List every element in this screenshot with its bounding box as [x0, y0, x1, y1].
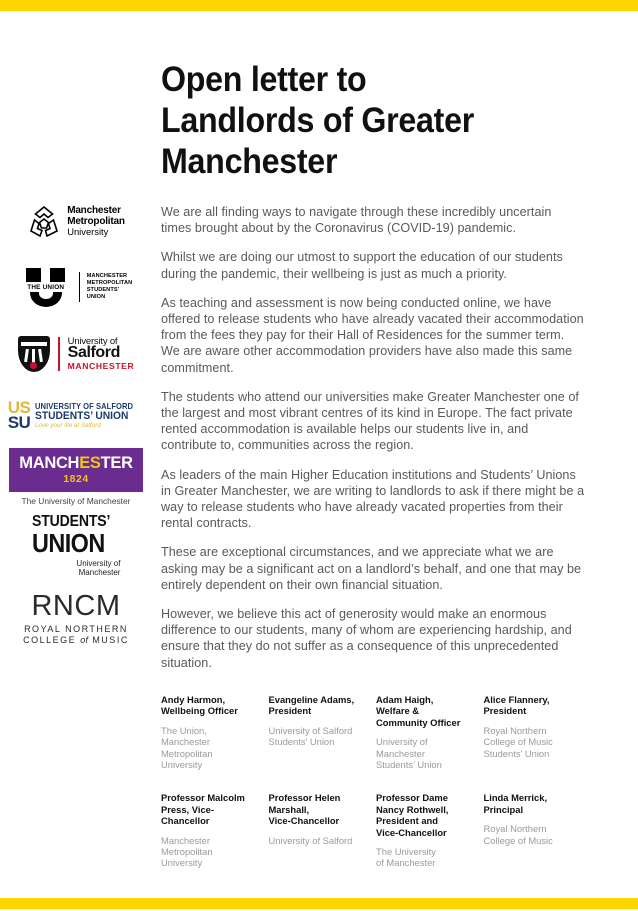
mmu-line-1: Manchester	[67, 205, 121, 217]
signatory-role: President and Vice-Chancellor	[376, 815, 447, 838]
signatory-name-text: Professor Helen Marshall,	[268, 792, 341, 815]
the-union-sub-3: STUDENTS’	[86, 287, 120, 293]
signatory-name	[484, 792, 582, 815]
signatory-role: Principal	[483, 803, 524, 815]
signatory-name-text: Alice Flannery,	[483, 694, 550, 705]
signatory	[484, 694, 592, 770]
the-union-sub-4: UNION	[86, 294, 106, 301]
logo-university-of-manchester	[0, 445, 152, 509]
mmu-recycle-mark-icon	[27, 205, 61, 239]
signatory	[161, 792, 269, 868]
uom-year: 1824	[63, 472, 89, 485]
uom-wordmark-pre: MANCH	[19, 454, 80, 473]
rncm-line-1: ROYAL NORTHERN	[24, 623, 128, 634]
signatory-name-text: Linda Merrick,	[483, 792, 548, 804]
bottom-accent-bar	[0, 898, 638, 909]
signatory-org: University of Manchester Students’ Union	[376, 736, 442, 771]
signatory	[484, 792, 592, 868]
letter-paragraph: Whilst we are doing our utmost to support the education of our students during the pandemic, their wellbeing is just as much a priority.	[161, 250, 563, 281]
rncm-line-2-pre: COLLEGE	[23, 635, 81, 645]
logo-university-of-salford	[0, 321, 152, 387]
uom-su-sub-1: University of	[76, 558, 121, 568]
ussu-line-2: STUDENTS’ UNION	[35, 409, 129, 422]
salford-shield-icon	[18, 336, 50, 372]
salford-divider	[58, 337, 60, 371]
mmu-line-3: University	[67, 226, 109, 238]
page-title-line-2: Landlords of Greater	[161, 101, 474, 140]
signatory	[269, 792, 377, 868]
letter-page	[0, 11, 638, 898]
signatory-name-text: Adam Haigh,	[376, 694, 434, 705]
signatory-role: Wellbeing Officer	[161, 705, 238, 717]
letter-paragraph: We are all finding ways to navigate through these incredibly uncertain times brought about by the Coronavirus (COVID-19) pandemic.	[161, 205, 552, 236]
the-union-subtext	[87, 273, 133, 302]
salford-line-1: University of	[67, 335, 118, 347]
signatory-org: University of Salford	[268, 834, 353, 846]
ussu-mark-row-1: US	[7, 398, 31, 418]
signatory	[376, 792, 484, 868]
salford-line-3: MANCHESTER	[67, 361, 135, 372]
letter-paragraph: As leaders of the main Higher Education institutions and Students’ Unions in Greater Manchester, we are writing to landlords to ask if there might be a way to release students who have already vacated properties from their rental contracts.	[161, 467, 585, 531]
signatory-name	[269, 792, 367, 826]
signatory-org: Manchester Metropolitan University	[161, 834, 213, 869]
signatory	[161, 694, 269, 770]
the-union-sub-2: METROPOLITAN	[86, 279, 133, 286]
rncm-line-2-of: of	[80, 635, 89, 645]
page-title-line-3: Manchester	[161, 142, 338, 181]
mmu-line-2: Metropolitan	[67, 215, 125, 227]
signatory	[376, 694, 484, 770]
signatory-role: President	[483, 705, 527, 717]
ussu-line-1: UNIVERSITY OF SALFORD	[35, 401, 134, 412]
signatory-name	[376, 792, 474, 838]
signatory-org: Royal Northern College of Music	[483, 823, 553, 846]
rncm-acronym: RNCM	[31, 589, 121, 622]
uom-su-line-2: UNION	[31, 528, 105, 559]
ussu-wordmark	[35, 402, 144, 430]
ussu-monogram-icon	[7, 398, 31, 432]
signatory-row	[161, 694, 591, 770]
the-union-sub-1: MANCHESTER	[86, 272, 128, 279]
logo-uom-students-union	[0, 509, 152, 583]
page-title-line-1: Open letter to	[161, 60, 367, 99]
uom-purple-block	[9, 448, 142, 491]
letter-body	[161, 204, 585, 684]
logo-rncm	[0, 583, 152, 655]
signatory-role: President	[268, 705, 312, 717]
signatory-org: Royal Northern College of Music Students’ Union	[483, 724, 553, 759]
rncm-wordmark	[23, 624, 129, 647]
salford-line-2: Salford	[67, 344, 120, 362]
uom-su-subtext	[32, 559, 121, 578]
uom-wordmark-highlight: ES	[79, 454, 101, 473]
signatory-name-text: Professor Dame Nancy Rothwell,	[376, 792, 449, 815]
signatory-name	[269, 694, 367, 717]
signatory-org: The University of Manchester	[376, 846, 436, 869]
letter-paragraph: These are exceptional circumstances, and we appreciate what we are asking may be a significant act on a landlord’s behalf, and one that may be entirely dependent on their own financial situation.	[161, 545, 582, 592]
uom-su-line-1: STUDENTS’	[31, 513, 110, 531]
salford-wordmark	[68, 337, 135, 371]
signatory-name	[484, 694, 582, 717]
letter-paragraph: However, we believe this act of generosity would make an enormous difference to our students, many of whom are experiencing hardship, and ensure that they do not suffer as a consequence of this unprecedented situation.	[161, 607, 572, 670]
signatory-block	[161, 694, 591, 869]
signatory	[269, 694, 377, 770]
signatory-row	[161, 792, 591, 868]
page-title	[161, 59, 547, 182]
ussu-tagline: Love your life at Salford	[35, 422, 102, 430]
signatory-org: The Union, Manchester Metropolitan University	[161, 724, 213, 771]
logo-manchester-metropolitan-university	[0, 191, 152, 253]
uom-su-sub-2: Manchester	[78, 568, 121, 578]
ussu-mark-row-2: SU	[7, 413, 31, 432]
signatory-role: Vice-Chancellor	[268, 815, 340, 827]
signatory-org: University of Salford Students’ Union	[268, 724, 353, 748]
signatory-role: Vice-Chancellor	[161, 803, 214, 827]
mmu-wordmark	[67, 206, 125, 237]
signatory-name	[376, 694, 474, 728]
logo-the-union-mmu	[0, 253, 152, 321]
top-accent-bar	[0, 0, 638, 11]
the-union-wordmark: THE UNION	[27, 283, 65, 291]
signatory-name	[161, 694, 259, 717]
signatory-name-text: Andy Harmon,	[161, 694, 226, 705]
logo-salford-students-union	[0, 387, 152, 445]
rncm-line-2-post: MUSIC	[88, 635, 129, 645]
signatory-name-text: Professor Malcolm Press,	[161, 792, 245, 815]
letter-paragraph: As teaching and assessment is now being conducted online, we have offered to release students who have already vacated their accommodation from the fees they pay for their Hall of Residences for the summer term. We are aware other accommodation providers have also made this same commitment.	[161, 295, 584, 375]
signatory-name-text: Evangeline Adams,	[268, 694, 355, 705]
the-union-divider	[79, 272, 80, 302]
uom-wordmark-post: TER	[100, 454, 133, 473]
the-union-smiley-icon	[20, 268, 72, 307]
uom-caption: The University of Manchester	[21, 495, 131, 506]
rncm-line-2	[23, 635, 129, 647]
signatory-name	[161, 792, 259, 826]
uom-wordmark	[19, 455, 132, 472]
letter-paragraph: The students who attend our universities make Greater Manchester one of the largest and most vibrant centres of its kind in Europe. The fact private rented accommodation is available helps our students live in, and contribute to, communities across the region.	[161, 389, 579, 453]
logo-column	[0, 191, 152, 655]
signatory-role: Welfare & Community Officer	[376, 705, 461, 728]
